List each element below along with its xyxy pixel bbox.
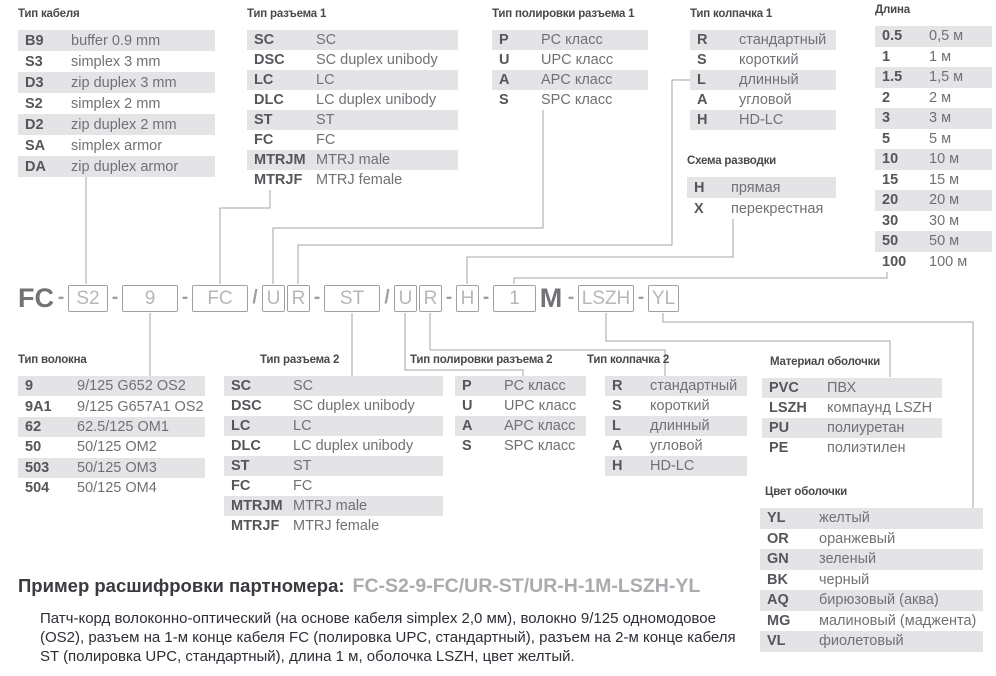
row-code: YL	[767, 510, 786, 527]
row-desc: 5 м	[929, 130, 952, 147]
table-row	[224, 516, 443, 536]
table-row	[875, 88, 992, 109]
table-row	[18, 156, 215, 177]
row-code: MTRJM	[231, 498, 283, 514]
row-code: H	[694, 179, 705, 196]
row-code: 62	[25, 418, 42, 435]
table-row	[760, 529, 983, 550]
table-row	[760, 570, 983, 591]
table-row	[690, 70, 836, 90]
row-code: X	[694, 200, 704, 217]
row-code: 0.5	[882, 28, 903, 45]
row-code: ST	[231, 458, 250, 474]
row-desc: MTRJ female	[293, 518, 380, 534]
row-code: MTRJM	[254, 152, 306, 168]
table-row	[687, 177, 836, 198]
row-desc: прямая	[731, 179, 781, 196]
row-desc: короткий	[650, 398, 710, 414]
row-code: 1.5	[882, 69, 903, 86]
table-row	[455, 396, 586, 416]
row-code: 3	[882, 110, 891, 127]
row-desc: 3 м	[929, 110, 952, 127]
table-row	[760, 549, 983, 570]
row-code: D2	[25, 116, 44, 133]
row-code: 9	[25, 378, 34, 395]
connector-wiring	[467, 219, 733, 284]
row-code: S	[697, 52, 707, 68]
row-desc: 30 м	[929, 212, 960, 229]
row-code: U	[499, 52, 510, 68]
table-row	[605, 456, 747, 476]
table-row	[875, 252, 992, 273]
table-row	[224, 476, 443, 496]
row-desc: PC класс	[541, 32, 603, 48]
row-code: BK	[767, 571, 788, 588]
table-row	[760, 631, 983, 652]
row-desc: FC	[293, 478, 313, 494]
row-desc: zip duplex 3 mm	[71, 74, 177, 91]
polish1-title: Тип полировки разъема 1	[492, 8, 635, 20]
row-code: 503	[25, 459, 50, 476]
row-code: S	[462, 438, 472, 454]
row-desc: оранжевый	[819, 530, 896, 547]
partnumber-separator: /	[384, 287, 390, 308]
table-row	[492, 30, 648, 50]
table-row	[875, 170, 992, 191]
table-row	[875, 67, 992, 88]
table-row	[18, 72, 215, 93]
row-code: U	[462, 398, 473, 414]
row-desc: черный	[819, 571, 870, 588]
partnumber-separator: -	[482, 287, 490, 308]
row-code: 15	[882, 171, 899, 188]
row-desc: 1 м	[929, 48, 952, 65]
table-row	[492, 50, 648, 70]
row-code: OR	[767, 530, 789, 547]
table-row	[18, 51, 215, 72]
row-desc: зеленый	[819, 551, 877, 568]
row-desc: компаунд LSZH	[827, 400, 933, 416]
wiring-rows	[687, 177, 836, 219]
cap2-title: Тип колпачка 2	[587, 354, 670, 366]
row-desc: малиновый (маджента)	[819, 612, 977, 629]
table-row	[760, 590, 983, 611]
partnumber	[18, 283, 679, 313]
connector1-table	[247, 8, 458, 190]
row-code: FC	[231, 478, 251, 494]
row-code: ST	[254, 112, 273, 128]
row-desc: MTRJ male	[293, 498, 368, 514]
jacket_color-title: Цвет оболочки	[765, 486, 848, 498]
table-row	[690, 30, 836, 50]
partnumber-field-box: FC	[192, 285, 248, 312]
table-row	[875, 26, 992, 47]
row-desc: 100 м	[929, 253, 968, 270]
row-code: A	[462, 418, 473, 434]
table-row	[18, 417, 205, 437]
partnumber-field-box: R	[419, 285, 442, 312]
table-row	[875, 149, 992, 170]
table-row	[762, 378, 942, 398]
partnumber-separator: -	[181, 287, 189, 308]
connector2-table	[224, 354, 443, 536]
partnumber-strong-label: FC	[18, 283, 54, 313]
partnumber-strong-label: M	[539, 283, 563, 313]
row-code: DA	[25, 158, 46, 175]
partnumber-separator: /	[252, 287, 258, 308]
example-partnumber: FC-S2-9-FC/UR-ST/UR-H-1M-LSZH-YL	[352, 575, 701, 597]
partnumber-field-box: U	[394, 285, 417, 312]
table-row	[18, 478, 205, 498]
row-desc: 50/125 OM4	[77, 480, 157, 497]
row-code: PU	[769, 420, 790, 436]
row-desc: длинный	[739, 72, 799, 88]
row-desc: перекрестная	[731, 200, 824, 217]
table-row	[18, 396, 205, 416]
row-desc: 10 м	[929, 151, 960, 168]
row-desc: желтый	[819, 510, 870, 527]
row-code: VL	[767, 633, 786, 650]
row-desc: SC	[293, 378, 314, 394]
row-desc: ST	[293, 458, 312, 474]
wiring-table	[687, 155, 836, 219]
jacket_material-rows	[762, 378, 942, 458]
row-code: LC	[231, 418, 251, 434]
table-row	[762, 418, 942, 438]
row-code: LSZH	[769, 400, 807, 416]
partnumber-field-box: 1	[493, 285, 536, 312]
row-desc: SC duplex unibody	[316, 52, 438, 68]
row-desc: 9/125 G652 OS2	[77, 378, 186, 395]
row-desc: 2 м	[929, 89, 952, 106]
partnumber-field-box: 9	[122, 285, 178, 312]
row-desc: стандартный	[739, 32, 827, 48]
row-code: MG	[767, 612, 791, 629]
row-desc: 15 м	[929, 171, 960, 188]
length-title: Длина	[875, 4, 910, 16]
table-row	[875, 129, 992, 150]
row-desc: MTRJ male	[316, 152, 391, 168]
length-table	[875, 4, 992, 272]
row-desc: полиуретан	[827, 420, 905, 436]
row-desc: APC класс	[541, 72, 613, 88]
table-row	[18, 93, 215, 114]
row-code: 1	[882, 48, 891, 65]
row-code: MTRJF	[254, 172, 303, 188]
connector1-title: Тип разъема 1	[247, 8, 327, 20]
row-code: L	[697, 72, 706, 88]
row-code: A	[499, 72, 510, 88]
row-code: R	[612, 378, 623, 394]
table-row	[760, 611, 983, 632]
row-desc: короткий	[739, 52, 799, 68]
partnumber-field-box: YL	[648, 285, 679, 312]
table-row	[247, 30, 458, 50]
cap1-rows	[690, 30, 836, 130]
row-desc: ST	[316, 112, 335, 128]
row-desc: SC	[316, 32, 337, 48]
table-row	[875, 211, 992, 232]
cap2-rows	[605, 376, 747, 476]
row-code: SC	[231, 378, 252, 394]
row-code: GN	[767, 551, 789, 568]
table-row	[605, 376, 747, 396]
table-row	[224, 376, 443, 396]
row-desc: UPC класс	[504, 398, 577, 414]
row-desc: LC duplex unibody	[293, 438, 414, 454]
partnumber-separator: -	[445, 287, 453, 308]
row-code: AQ	[767, 592, 789, 609]
cap2-table	[587, 354, 747, 476]
row-desc: 9/125 G657A1 OS2	[77, 398, 204, 415]
row-desc: HD-LC	[650, 458, 695, 474]
row-code: MTRJF	[231, 518, 280, 534]
row-desc: 50/125 OM2	[77, 439, 157, 456]
table-row	[762, 398, 942, 418]
table-row	[18, 437, 205, 457]
table-row	[492, 70, 648, 90]
partnumber-field-box: ST	[324, 285, 380, 312]
row-desc: фиолетовый	[819, 633, 904, 650]
partnumber-separator: -	[313, 287, 321, 308]
row-desc: LC	[293, 418, 312, 434]
table-row	[247, 110, 458, 130]
row-code: P	[499, 32, 509, 48]
jacket_material-title: Материал оболочки	[770, 356, 880, 368]
cap1-table	[690, 8, 836, 130]
table-row	[224, 436, 443, 456]
row-desc: simplex armor	[71, 137, 163, 154]
table-row	[224, 396, 443, 416]
table-row	[875, 190, 992, 211]
row-code: DLC	[231, 438, 261, 454]
partnumber-separator: -	[637, 287, 645, 308]
table-row	[605, 396, 747, 416]
row-code: R	[697, 32, 708, 48]
row-code: 10	[882, 151, 899, 168]
fiber-title: Тип волокна	[18, 354, 87, 366]
row-desc: SPC класс	[504, 438, 576, 454]
example-label: Пример расшифровки партномера:	[18, 575, 345, 596]
partnumber-field-box: R	[287, 285, 310, 312]
table-row	[690, 110, 836, 130]
row-desc: LC duplex unibody	[316, 92, 437, 108]
fiber-table	[18, 354, 205, 498]
row-desc: 1,5 м	[929, 69, 964, 86]
row-desc: simplex 2 mm	[71, 95, 161, 112]
connector2-rows	[224, 376, 443, 536]
cable_type-title: Тип кабеля	[18, 8, 80, 20]
polish2-rows	[455, 376, 586, 456]
row-code: DSC	[231, 398, 262, 414]
row-code: A	[697, 92, 708, 108]
row-code: H	[697, 112, 708, 128]
table-row	[224, 456, 443, 476]
row-desc: полиэтилен	[827, 440, 906, 456]
connector2-title: Тип разъема 2	[260, 354, 340, 366]
jacket-color-table	[760, 486, 983, 652]
table-row	[18, 114, 215, 135]
row-code: H	[612, 458, 623, 474]
row-code: FC	[254, 132, 274, 148]
connector-connector1	[220, 190, 270, 284]
row-code: 50	[25, 439, 42, 456]
row-code: 20	[882, 192, 899, 209]
row-desc: SC duplex unibody	[293, 398, 415, 414]
row-desc: длинный	[650, 418, 710, 434]
row-desc: 50/125 OM3	[77, 459, 157, 476]
table-row	[18, 135, 215, 156]
row-code: 50	[882, 233, 899, 250]
table-row	[18, 30, 215, 51]
row-desc: стандартный	[650, 378, 738, 394]
table-row	[760, 508, 983, 529]
row-code: SC	[254, 32, 275, 48]
table-row	[224, 416, 443, 436]
row-desc: UPC класс	[541, 52, 614, 68]
example-line	[18, 575, 700, 598]
row-code: B9	[25, 32, 44, 49]
row-desc: APC класс	[504, 418, 576, 434]
row-code: D3	[25, 74, 44, 91]
row-code: LC	[254, 72, 274, 88]
table-row	[247, 70, 458, 90]
partnumber-field-box: LSZH	[578, 285, 634, 312]
row-code: P	[462, 378, 472, 394]
table-row	[455, 416, 586, 436]
table-row	[875, 108, 992, 129]
partnumber-field-box: S2	[68, 285, 108, 312]
row-desc: HD-LC	[739, 112, 784, 128]
table-row	[605, 436, 747, 456]
row-desc: zip duplex 2 mm	[71, 116, 177, 133]
table-row	[247, 90, 458, 110]
connector1-rows	[247, 30, 458, 190]
table-row	[247, 50, 458, 70]
wiring-title: Схема разводки	[687, 155, 776, 167]
table-row	[762, 438, 942, 458]
row-code: A	[612, 438, 623, 454]
table-row	[18, 458, 205, 478]
polish2-table	[410, 354, 586, 456]
table-row	[18, 376, 205, 396]
jacket_color-rows	[760, 508, 983, 652]
row-desc: simplex 3 mm	[71, 53, 161, 70]
row-desc: MTRJ female	[316, 172, 403, 188]
row-code: 2	[882, 89, 891, 106]
cable_type-rows	[18, 30, 215, 177]
row-code: S	[499, 92, 509, 108]
row-code: S3	[25, 53, 43, 70]
row-desc: zip duplex armor	[71, 158, 179, 175]
table-row	[875, 231, 992, 252]
partnumber-separator: -	[567, 287, 575, 308]
table-row	[605, 416, 747, 436]
table-row	[687, 198, 836, 219]
row-desc: угловой	[650, 438, 703, 454]
row-desc: PC класс	[504, 378, 566, 394]
partnumber-field-box: U	[262, 285, 285, 312]
row-code: 30	[882, 212, 899, 229]
partnumber-separator: -	[111, 287, 119, 308]
table-row	[492, 90, 648, 110]
partnumber-field-box: H	[456, 285, 479, 312]
table-row	[224, 496, 443, 516]
row-desc: buffer 0.9 mm	[71, 32, 161, 49]
table-row	[875, 47, 992, 68]
row-desc: 20 м	[929, 192, 960, 209]
row-desc: SPC класс	[541, 92, 613, 108]
row-code: L	[612, 418, 621, 434]
row-code: 9A1	[25, 398, 52, 415]
row-desc: 62.5/125 OM1	[77, 418, 169, 435]
row-desc: бирюзовый (аква)	[819, 592, 939, 609]
row-code: PE	[769, 440, 789, 456]
fiber-rows	[18, 376, 205, 498]
polish1-rows	[492, 30, 648, 110]
polish2-title: Тип полировки разъема 2	[410, 354, 553, 366]
table-row	[455, 436, 586, 456]
row-desc: 0,5 м	[929, 28, 964, 45]
cable-type-table	[18, 8, 215, 177]
table-row	[247, 130, 458, 150]
row-code: DLC	[254, 92, 284, 108]
row-code: DSC	[254, 52, 285, 68]
row-desc: ПВХ	[827, 380, 857, 396]
cap1-title: Тип колпачка 1	[690, 8, 773, 20]
row-desc: 50 м	[929, 233, 960, 250]
table-row	[690, 90, 836, 110]
jacket-material-table	[762, 356, 942, 458]
row-code: SA	[25, 137, 46, 154]
row-desc: FC	[316, 132, 336, 148]
row-code: 100	[882, 253, 907, 270]
polish1-table	[492, 8, 648, 110]
table-row	[455, 376, 586, 396]
row-code: S	[612, 398, 622, 414]
row-desc: LC	[316, 72, 335, 88]
partnumber-separator: -	[57, 287, 65, 308]
row-code: PVC	[769, 380, 799, 396]
row-desc: угловой	[739, 92, 792, 108]
row-code: 5	[882, 130, 891, 147]
row-code: S2	[25, 95, 43, 112]
table-row	[247, 150, 458, 170]
example-description: Патч-корд волоконно-оптический (на основе кабеля simplex 2,0 мм), волокно 9/125 одномодовое (OS2), разъем на 1-м конце кабеля FC (полировка UPC, стандартный), разъем на 2-м конце кабеля ST (полировка UPC, стандартный), длина 1 м, оболочка LSZH, цвет желтый.	[40, 610, 736, 665]
row-code: 504	[25, 480, 50, 497]
table-row	[247, 170, 458, 190]
length-rows	[875, 26, 992, 272]
table-row	[690, 50, 836, 70]
